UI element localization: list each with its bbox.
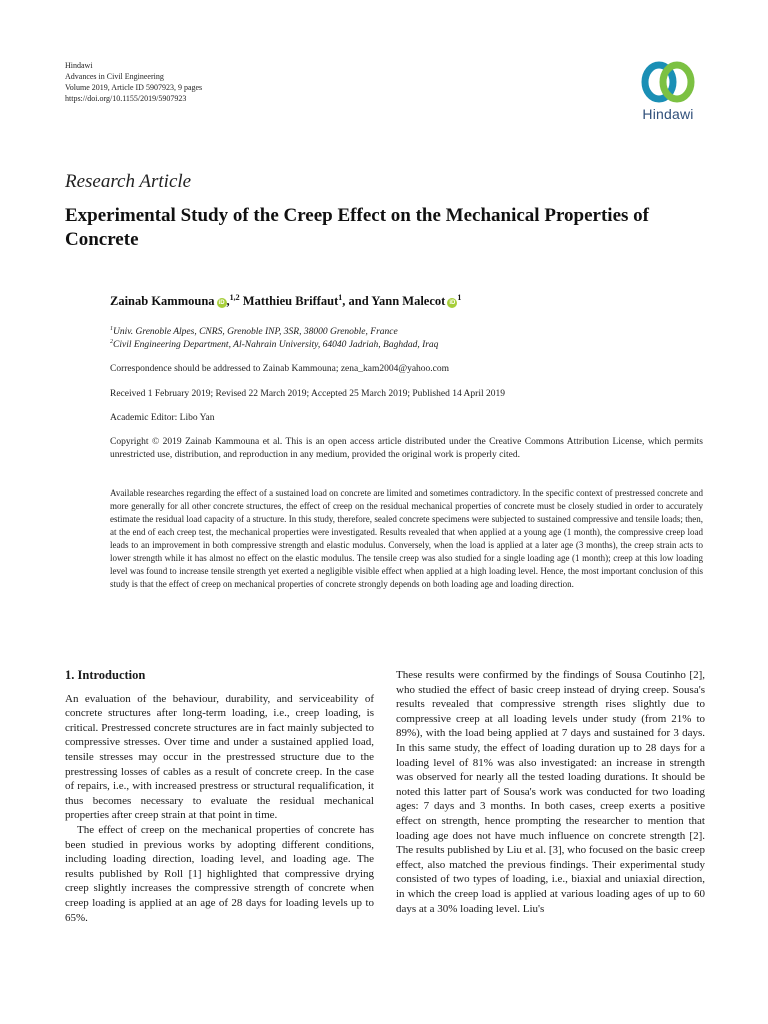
paragraph: These results were confirmed by the findings of Sousa Coutinho [2], who studied the effect of basic creep instead of drying creep. Sousa's results revealed that compressive strength rises slightly due to compressive creep at all loading levels under study (from 21% to 89%), with the load being applied at 7 days and sustained for 3 days. In this same study, the effect of loading duration up to 28 days for a loading level of 81% was also investigated: an increase in strength was observed for nearly all the tested loading durations. It should be noted this latter part of Sousa's work was conducted for two loading ages: 7 days and 3 months. In both cases, creep exerts a positive effect on strength, hence prompting the researcher to mention that loading age does not have much influence on concrete strength [2]. The results published by Liu et al. [3], who focused on the basic creep effect, also matched the previous findings. Their experimental study consisted of two types of loading, i.e., biaxial and uniaxial direction, in which the creep load is applied at various loading ages of up to 60 days at a 30% loading level. Liu's <box>396 669 705 915</box>
paragraph: The effect of creep on the mechanical properties of concrete has been studied in previous works by adopting different conditions, including loading direction, loading level, and loading age. The results published by Roll [1] highlighted that compressive drying creep slightly increases the compressive strength of concrete when creep loading is applied at an age of 28 days for loading levels up to 65%. <box>65 823 374 924</box>
column-right <box>396 668 705 916</box>
orcid-icon[interactable]: iD <box>449 300 456 307</box>
abstract: Available researches regarding the effect of a sustained load on concrete are limited and sometimes contradictory. In the specific context of prestressed concrete and more generally for all other concrete structures, the effect of creep on the residual mechanical properties of concrete must be closely studied in order to accurately estimate the residual load capacity of a structure. In this study, therefore, sealed concrete specimens were subjected to sustained compressive and tensile loads; then, at the end of each creep test, the mechanical properties were investigated. Results revealed that when applied at a young age (1 month), the compressive creep load leads to an improvement in both compressive strength and elastic modulus. Conversely, when the load is applied at a later age (3 months), the creep strain acts to lower strength while it has almost no effect on the elastic modulus. The tensile creep was also studied for a single loading age (1 month); creep at this low loading level was found to increase tensile strength yet exerted a negligible visible effect when applied at a high loading level. Hence, the most important conclusion of this study is that the effect of creep on mechanical properties of concrete strongly depends on both loading age and loading direction. <box>110 488 703 589</box>
hindawi-logo-icon <box>639 60 697 104</box>
publisher-name: Hindawi <box>65 61 93 70</box>
academic-editor: Academic Editor: Libo Yan <box>110 413 215 423</box>
affiliation-mark: 1 <box>110 326 113 332</box>
hindawi-logo-text: Hindawi <box>642 106 694 122</box>
journal-meta <box>65 60 202 104</box>
column-left <box>65 668 374 925</box>
correspondence: Correspondence should be addressed to Zainab Kammouna; zena_kam2004@yahoo.com <box>110 364 450 374</box>
volume-info: Volume 2019, Article ID 5907923, 9 pages <box>65 83 203 92</box>
author-separator: , <box>226 294 230 309</box>
publication-dates: Received 1 February 2019; Revised 22 March 2019; Accepted 25 March 2019; Published 14 April 2019 <box>110 389 505 399</box>
affiliation-text: Civil Engineering Department, Al-Nahrain University, 64040 Jadriah, Baghdad, Iraq <box>113 340 439 351</box>
author-separator: , and <box>342 294 372 309</box>
paragraph: An evaluation of the behaviour, durability, and serviceability of concrete structures after long-term loading, i.e., creep loading, is critical. Prestressed concrete structures are in fact mainly subjected to compressive stresses. Over time and under a sustained applied load, tensile stresses may occur in the prestressed structure due to the prestressing losses of cables as a result of concrete creep. In the case of repairs, i.e., with increased prestress or structural requalification, it thus becomes necessary to evaluate the residual mechanical properties after creep strain at that point in time. <box>65 692 374 822</box>
section-heading: 1. Introduction <box>65 668 146 682</box>
affiliation <box>110 336 710 352</box>
article-type: Research Article <box>65 171 192 192</box>
author-name[interactable]: Matthieu Briffaut <box>242 294 339 309</box>
hindawi-logo <box>632 60 704 122</box>
affiliation-text: Univ. Grenoble Alpes, CNRS, Grenoble INP, 3SR, 38000 Grenoble, France <box>113 327 398 338</box>
article-title: Experimental Study of the Creep Effect on the Mechanical Properties of Concrete <box>65 205 649 250</box>
affiliation-mark: 2 <box>110 339 113 345</box>
journal-name: Advances in Civil Engineering <box>65 72 164 81</box>
doi-link[interactable]: https://doi.org/10.1155/2019/5907923 <box>65 94 187 103</box>
author-affiliation-mark: 1 <box>338 293 343 302</box>
copyright-notice: Copyright © 2019 Zainab Kammouna et al. This is an open access article distributed under the Creative Commons Attribution License, which permits unrestricted use, distribution, and reproduction in any medium, provided the original work is properly cited. <box>110 437 703 460</box>
author-affiliation-mark: 1 <box>457 293 462 302</box>
author-name[interactable]: Yann Malecot <box>371 294 446 309</box>
author-list <box>110 293 461 309</box>
author-name[interactable]: Zainab Kammouna <box>110 294 215 309</box>
orcid-icon[interactable]: iD <box>218 300 225 307</box>
author-affiliation-mark: 1,2 <box>229 293 240 302</box>
